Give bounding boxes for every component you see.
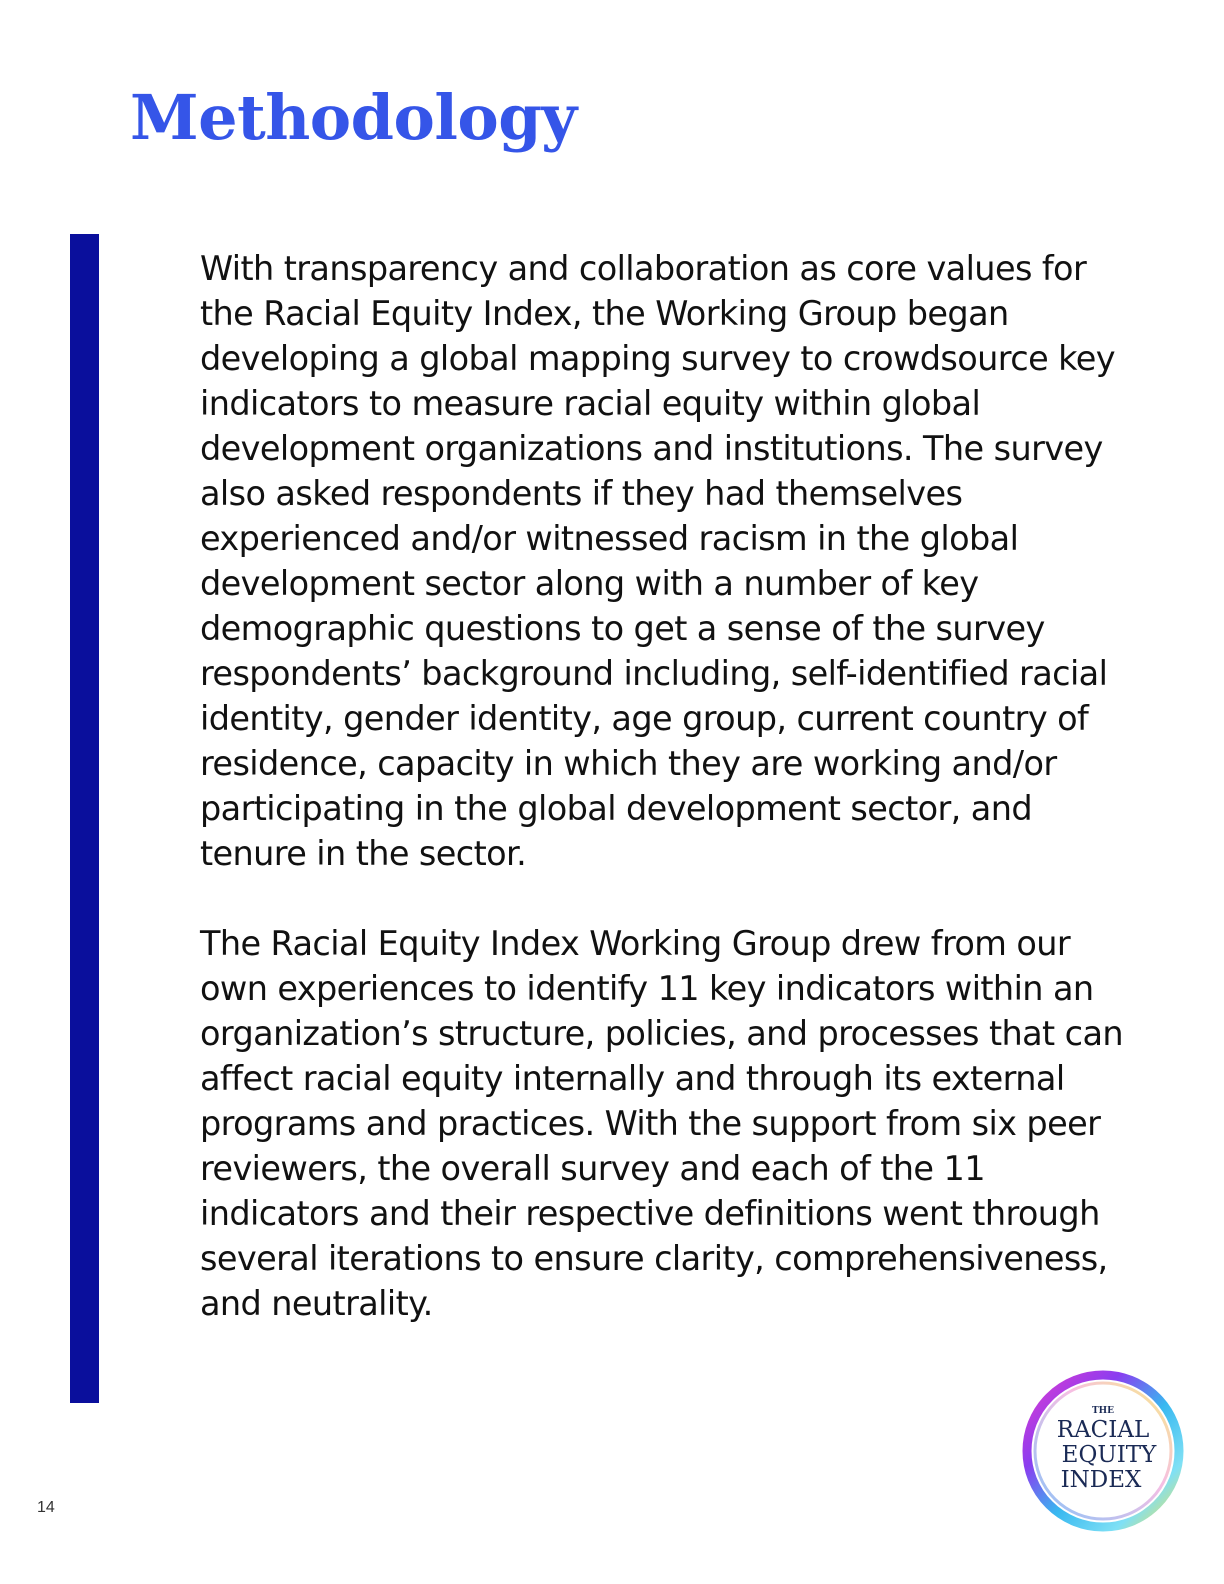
logo-text-racial: RACIAL [1056,1417,1150,1443]
logo-text-the: THE [1091,1406,1115,1416]
racial-equity-index-logo [1020,1368,1186,1534]
paragraph-survey: With transparency and collaboration as core values for the Racial Equity Index, the Working Group began developing a global mapping survey to crowdsource key indicators to measure racial equity within global development organizations and institutions. The survey also asked respondents if they had themselves experienced and/or witnessed racism in the global development sector along with a number of key demographic questions to get a sense of the survey respondents’ background including, self-identified racial identity, gender identity, age group, current country of residence, capacity in which they are working and/or participating in the global development sector, and tenure in the sector. [200,249,1115,873]
page-title: Methodology [130,81,577,154]
paragraph-indicators: The Racial Equity Index Working Group drew from our own experiences to identify 11 key indicators within an organization’s structure, policies, and processes that can affect racial equity internally and through its external programs and practices. With the support from six peer reviewers, the overall survey and each of the 11 indicators and their respective definitions went through several iterations to ensure clarity, comprehensiveness, and neutrality. [200,924,1124,1323]
page-number: 14 [37,1499,55,1516]
logo-text-equity: EQUITY [1061,1442,1157,1468]
logo-text-index: INDEX [1060,1467,1142,1493]
accent-bar [70,234,99,1403]
body-text [200,246,1140,1326]
